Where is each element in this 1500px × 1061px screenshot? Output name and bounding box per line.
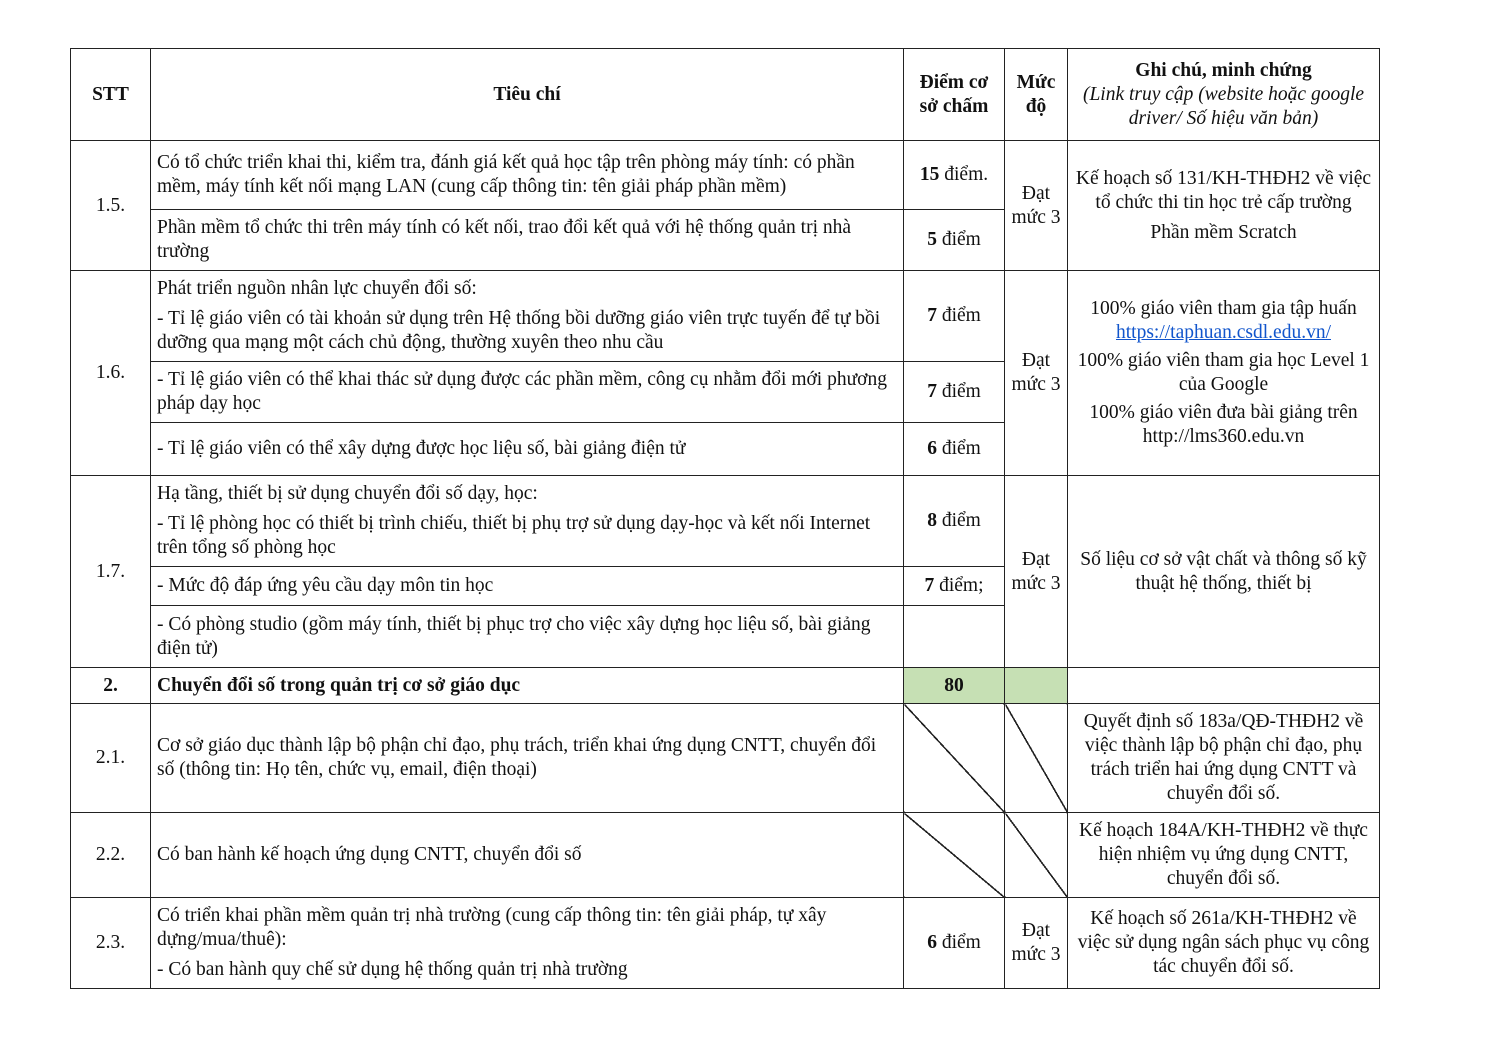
score-number: 8 (927, 510, 937, 531)
taphuan-link[interactable]: https://taphuan.csdl.edu.vn/ (1115, 322, 1331, 343)
criteria-text: - Tỉ lệ phòng học có thiết bị trình chiếu, thiết bị phụ trợ sử dụng dạy-học và kết nối Internet trên tổng số phòng học (157, 513, 871, 558)
score-unit: điểm; (934, 575, 984, 596)
row-stt: 1.7. (71, 476, 151, 668)
table-row (71, 141, 1380, 210)
score-unit: điểm. (939, 164, 989, 185)
header-row (71, 49, 1380, 141)
criteria-cell (151, 898, 904, 989)
criteria-text: - Tỉ lệ giáo viên có thể xây dựng được học liệu số, bài giảng điện tử (151, 423, 904, 476)
header-level: Mức độ (1005, 49, 1068, 141)
criteria-text: - Có phòng studio (gồm máy tính, thiết bị phục trợ cho việc xây dựng học liệu số, bài giảng điện tử) (151, 606, 904, 668)
section-title: Chuyển đổi số trong quản trị cơ sở giáo dục (151, 668, 904, 704)
note-cell: Kế hoạch số 261a/KH-THĐH2 về việc sử dụng ngân sách phục vụ công tác chuyển đổi số. (1068, 898, 1380, 989)
level-cell: Đạt mức 3 (1005, 476, 1068, 668)
row-stt: 1.5. (71, 141, 151, 271)
level-cell-crossed (1005, 813, 1068, 898)
score-cell (904, 898, 1005, 989)
table-row (71, 898, 1380, 989)
note-cell (1068, 141, 1380, 271)
score-cell (904, 567, 1005, 606)
note-text: Kế hoạch số 131/KH-THĐH2 về việc tổ chức thi tin học trẻ cấp trường (1075, 167, 1372, 213)
criteria-text: - Tỉ lệ giáo viên có thể khai thác sử dụng được các phần mềm, công cụ nhằm đổi mới phương pháp dạy học (151, 362, 904, 423)
score-cell-crossed (904, 813, 1005, 898)
criteria-cell (151, 476, 904, 567)
table-row (71, 813, 1380, 898)
criteria-text: - Tỉ lệ giáo viên có tài khoản sử dụng trên Hệ thống bồi dưỡng giáo viên trực tuyến để tự bồi dưỡng qua mạng một cách chủ động, thường xuyên theo nhu cầu (157, 308, 881, 353)
score-cell-empty (904, 606, 1005, 668)
score-cell (904, 141, 1005, 210)
score-cell (904, 423, 1005, 476)
score-number: 6 (927, 932, 937, 953)
header-notes (1068, 49, 1380, 141)
score-cell-crossed (904, 704, 1005, 813)
row-stt: 2.1. (71, 704, 151, 813)
note-text: 100% giáo viên tham gia học Level 1 của Google (1077, 350, 1370, 395)
header-stt: STT (71, 49, 151, 141)
score-number: 7 (924, 575, 935, 596)
criteria-text: Có tổ chức triển khai thi, kiểm tra, đánh giá kết quả học tập trên phòng máy tính: có phần mềm, máy tính kết nối mạng LAN (cung cấp thông tin: tên giải pháp phần mềm) (151, 141, 904, 210)
score-number: 5 (927, 229, 937, 250)
score-unit: điểm (936, 305, 981, 326)
criteria-table (70, 48, 1380, 989)
table-row (71, 704, 1380, 813)
score-cell (904, 271, 1005, 362)
level-cell: Đạt mức 3 (1005, 898, 1068, 989)
row-stt: 1.6. (71, 271, 151, 476)
section-note-empty (1068, 668, 1380, 704)
score-number: 7 (927, 381, 937, 402)
criteria-text: Phần mềm tổ chức thi trên máy tính có kết nối, trao đổi kết quả với hệ thống quản trị nhà trường (151, 210, 904, 271)
row-stt: 2.3. (71, 898, 151, 989)
note-cell: Số liệu cơ sở vật chất và thông số kỹ thuật hệ thống, thiết bị (1068, 476, 1380, 668)
criteria-text: - Có ban hành quy chế sử dụng hệ thống quản trị nhà trường (157, 959, 628, 980)
section-level-empty (1005, 668, 1068, 704)
section-row (71, 668, 1380, 704)
score-cell (904, 476, 1005, 567)
level-cell: Đạt mức 3 (1005, 141, 1068, 271)
criteria-title: Phát triển nguồn nhân lực chuyển đổi số: (157, 278, 477, 299)
score-number: 7 (927, 305, 937, 326)
note-text: 100% giáo viên đưa bài giảng trên http://lms360.edu.vn (1089, 402, 1358, 447)
score-unit: điểm (936, 510, 981, 531)
header-criteria: Tiêu chí (151, 49, 904, 141)
note-cell: Kế hoạch 184A/KH-THĐH2 về thực hiện nhiệm vụ ứng dụng CNTT, chuyển đổi số. (1068, 813, 1380, 898)
note-text: Phần mềm Scratch (1150, 221, 1297, 243)
header-notes-sub: (Link truy cập (website hoặc google driver/ Số hiệu văn bản) (1082, 83, 1365, 129)
row-stt: 2. (71, 668, 151, 704)
table-row (71, 271, 1380, 362)
table-row (71, 476, 1380, 567)
level-cell-crossed (1005, 704, 1068, 813)
score-number: 6 (927, 438, 937, 459)
score-unit: điểm (936, 932, 981, 953)
row-stt: 2.2. (71, 813, 151, 898)
score-unit: điểm (936, 381, 981, 402)
score-number: 15 (919, 164, 940, 185)
criteria-text: - Mức độ đáp ứng yêu cầu dạy môn tin học (151, 567, 904, 606)
score-cell (904, 210, 1005, 271)
score-unit: điểm (936, 229, 981, 250)
section-score: 80 (904, 668, 1005, 704)
criteria-text: Cơ sở giáo dục thành lập bộ phận chỉ đạo, phụ trách, triển khai ứng dụng CNTT, chuyển đổi số (thông tin: Họ tên, chức vụ, email, điện thoại) (151, 704, 904, 813)
criteria-text: Có ban hành kế hoạch ứng dụng CNTT, chuyển đổi số (151, 813, 904, 898)
criteria-title: Hạ tầng, thiết bị sử dụng chuyển đổi số dạy, học: (157, 483, 538, 504)
note-cell (1068, 271, 1380, 476)
note-text: 100% giáo viên tham gia tập huấn (1090, 298, 1357, 319)
criteria-text: Có triển khai phần mềm quản trị nhà trường (cung cấp thông tin: tên giải pháp, tự xây dựng/mua/thuê): (157, 905, 827, 950)
score-unit: điểm (936, 438, 981, 459)
header-notes-title: Ghi chú, minh chứng (1135, 59, 1312, 81)
level-cell: Đạt mức 3 (1005, 271, 1068, 476)
header-score: Điểm cơ sở chấm (904, 49, 1005, 141)
criteria-cell (151, 271, 904, 362)
score-cell (904, 362, 1005, 423)
note-cell: Quyết định số 183a/QĐ-THĐH2 về việc thành lập bộ phận chỉ đạo, phụ trách triển hai ứng dụng CNTT và chuyển đổi số. (1068, 704, 1380, 813)
